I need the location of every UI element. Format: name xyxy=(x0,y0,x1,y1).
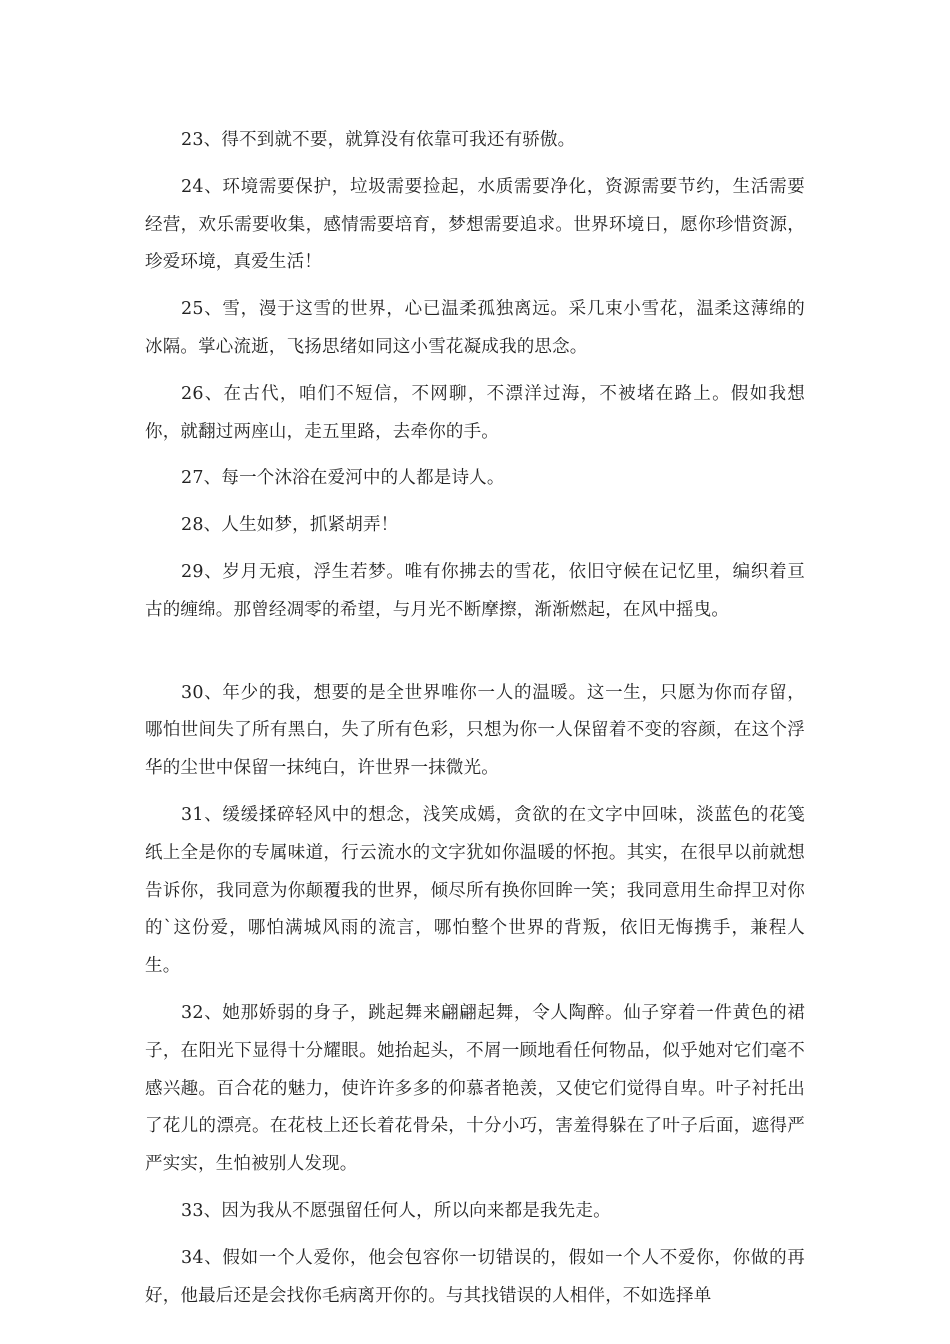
paragraph-32: 32、她那娇弱的身子，跳起舞来翩翩起舞，令人陶醉。仙子穿着一件黄色的裙子，在阳光下显得十分耀眼。她抬起头，不屑一顾地看任何物品，似乎她对它们毫不感兴趣。百合花的魅力，使许许多多的仰慕者艳羡，又使它们觉得自卑。叶子衬托出了花儿的漂亮。在花枝上还长着花骨朵，十分小巧，害羞得躲在了叶子后面，遮得严严实实，生怕被别人发现。 xyxy=(145,1002,805,1175)
paragraph-23: 23、得不到就不要，就算没有依靠可我还有骄傲。 xyxy=(181,130,576,150)
paragraph-31: 31、缓缓揉碎轻风中的想念，浅笑成嫣，贪欲的在文字中回味，淡蓝色的花笺纸上全是你的专属味道，行云流水的文字犹如你温暖的怀抱。其实，在很早以前就想告诉你，我同意为你颠覆我的世界，倾尽所有换你回眸一笑；我同意用生命捍卫对你的`这份爱，哪怕满城风雨的流言，哪怕整个世界的背叛，依旧无悔携手，兼程人生。 xyxy=(145,804,805,977)
paragraph-34: 34、假如一个人爱你，他会包容你一切错误的，假如一个人不爱你，你做的再好，他最后还是会找你毛病离开你的。与其找错误的人相伴，不如选择单 xyxy=(145,1247,805,1306)
paragraph-24: 24、环境需要保护，垃圾需要捡起，水质需要净化，资源需要节约，生活需要经营，欢乐需要收集，感情需要培育，梦想需要追求。世界环境日，愿你珍惜资源，珍爱环境，真爱生活！ xyxy=(145,176,805,273)
document-body xyxy=(145,122,805,1324)
paragraph-25: 25、雪，漫于这雪的世界，心已温柔孤独离远。采几束小雪花，温柔这薄绵的冰隔。掌心流逝，飞扬思绪如同这小雪花凝成我的思念。 xyxy=(145,299,805,357)
paragraph-33: 33、因为我从不愿强留任何人，所以向来都是我先走。 xyxy=(181,1200,611,1221)
paragraph-27: 27、每一个沐浴在爱河中的人都是诗人。 xyxy=(181,468,505,489)
paragraph-29: 29、岁月无痕，浮生若梦。唯有你拂去的雪花，依旧守候在记忆里，编织着亘古的缠绵。那曾经凋零的希望，与月光不断摩擦，渐渐燃起，在风中摇曳。 xyxy=(145,561,805,620)
paragraph-26: 26、在古代，咱们不短信，不网聊，不漂洋过海，不被堵在路上。假如我想你，就翻过两座山，走五里路，去牵你的手。 xyxy=(145,383,805,442)
paragraph-28: 28、人生如梦，抓紧胡弄！ xyxy=(181,515,399,536)
paragraph-30: 30、年少的我，想要的是全世界唯你一人的温暖。这一生，只愿为你而存留，哪怕世间失了所有黑白，失了所有色彩，只想为你一人保留着不变的容颜，在这个浮华的尘世中保留一抹纯白，许世界一抹微光。 xyxy=(145,682,805,779)
